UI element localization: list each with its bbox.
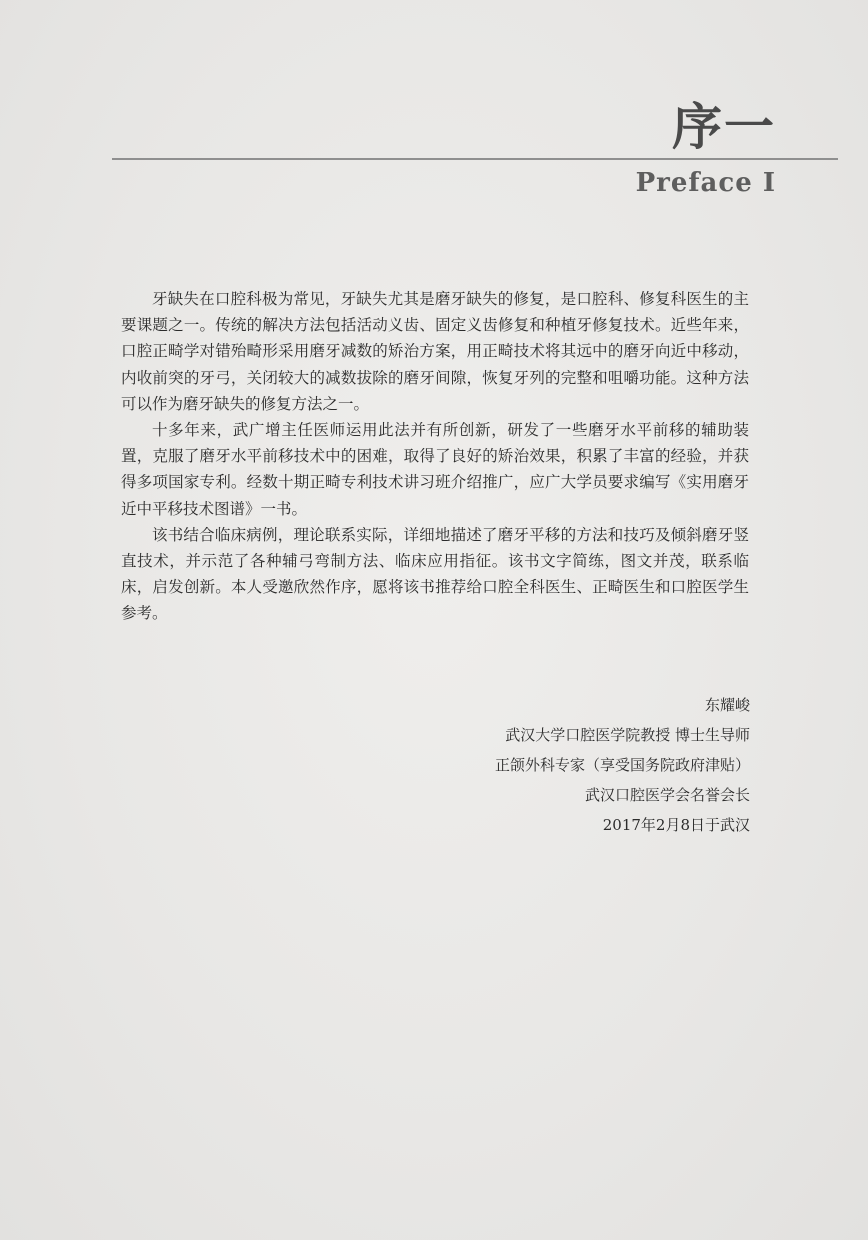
paragraph-2: 十多年来，武广增主任医师运用此法并有所创新，研发了一些磨牙水平前移的辅助装置，克服了磨牙水平前移技术中的困难，取得了良好的矫治效果，积累了丰富的经验，并获得多项国家专利。经数十期正畸专利技术讲习班介绍推广，应广大学员要求编写《实用磨牙近中平移技术图谱》一书。 (121, 421, 749, 518)
title-divider (112, 158, 838, 160)
author-title-1: 武汉大学口腔医学院教授 博士生导师 (505, 726, 750, 744)
preface-body (121, 286, 749, 627)
page-title: 序一 (672, 98, 776, 156)
paragraph-1: 牙缺失在口腔科极为常见，牙缺失尤其是磨牙缺失的修复，是口腔科、修复科医生的主要课题之一。传统的解决方法包括活动义齿、固定义齿修复和种植牙修复技术。近些年来，口腔正畸学对错殆畸形采用磨牙减数的矫治方案，用正畸技术将其远中的磨牙向近中移动，内收前突的牙弓，关闭较大的减数拔除的磨牙间隙，恢复牙列的完整和咀嚼功能。这种方法可以作为磨牙缺失的修复方法之一。 (121, 290, 749, 413)
author-name: 东耀峻 (704, 696, 750, 714)
author-title-3: 武汉口腔医学会名誉会长 (584, 786, 750, 804)
signature-date: 2017年2月8日于武汉 (602, 816, 750, 834)
page-subtitle: Preface Ⅰ (635, 168, 776, 198)
signature-block (495, 690, 750, 840)
author-title-2: 正颌外科专家（享受国务院政府津贴） (494, 756, 750, 774)
paragraph-3: 该书结合临床病例，理论联系实际，详细地描述了磨牙平移的方法和技巧及倾斜磨牙竖直技术，并示范了各种辅弓弯制方法、临床应用指征。该书文字简练，图文并茂，联系临床，启发创新。本人受邀欣然作序，愿将该书推荐给口腔全科医生、正畸医生和口腔医学生参考。 (121, 525, 749, 623)
